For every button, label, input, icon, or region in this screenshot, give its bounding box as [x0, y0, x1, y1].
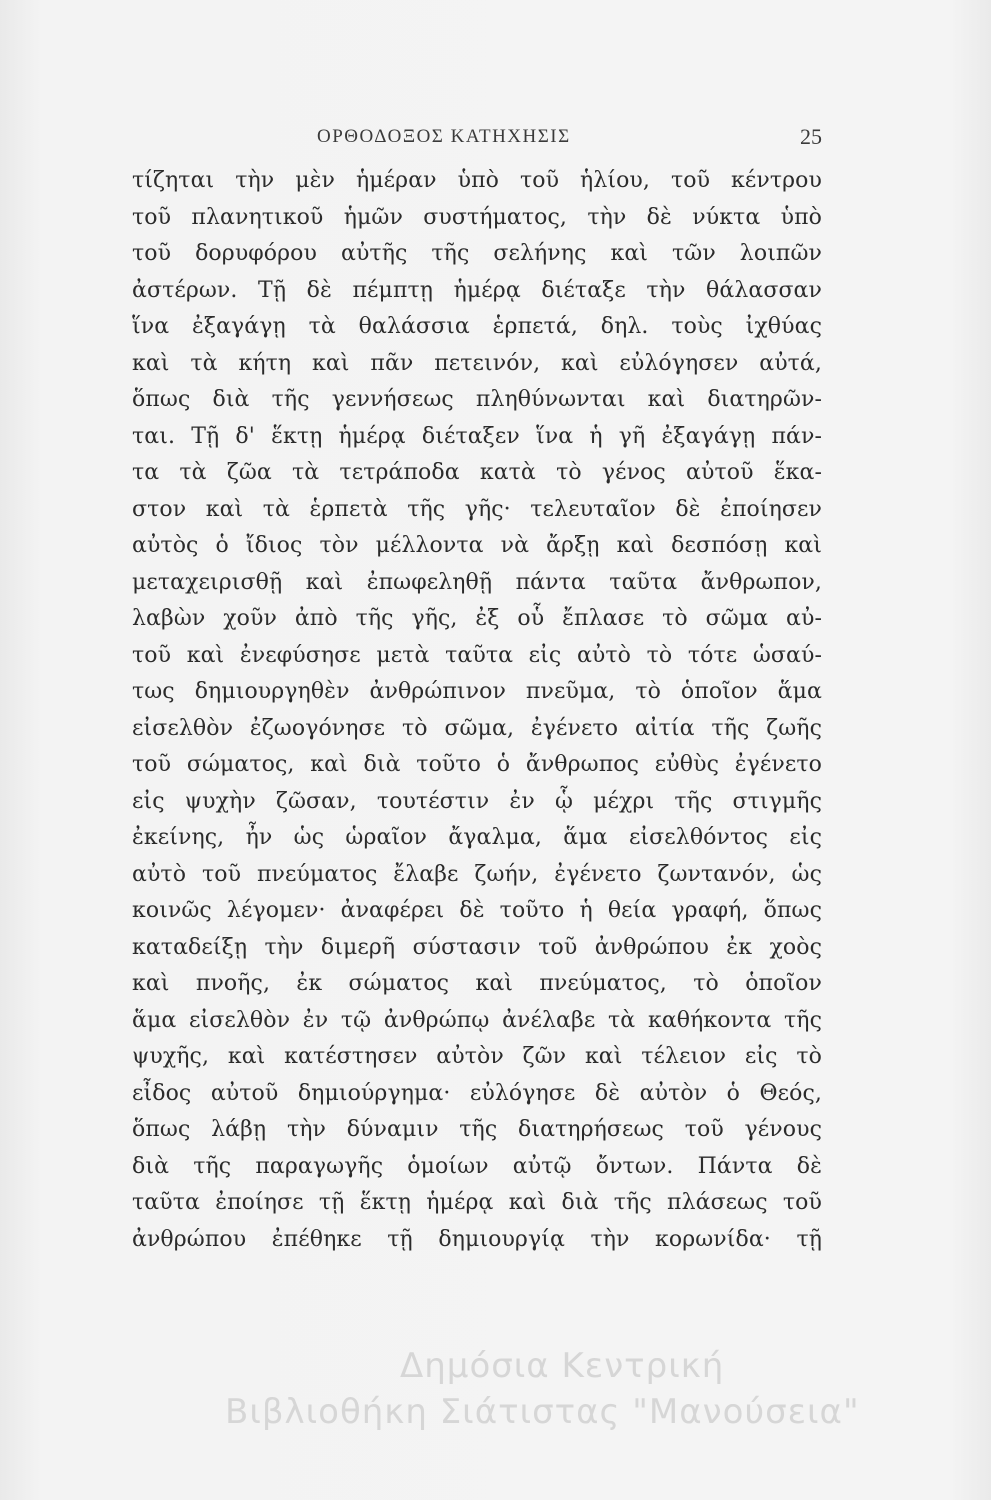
page-header — [132, 126, 822, 156]
text-line: τοῦ δορυφόρου αὐτῆς τῆς σελήνης καὶ τῶν λοιπῶν — [132, 241, 822, 266]
text-line: ἵνα ἐξαγάγῃ τὰ θαλάσσια ἑρπετά, δηλ. τοὺς ἰχθύας — [132, 314, 822, 339]
text-line: εἰσελθὸν ἐζωογόνησε τὸ σῶμα, ἐγένετο αἰτία τῆς ζωῆς — [132, 715, 822, 741]
text-line: ὅπως λάβῃ τὴν δύναμιν τῆς διατηρήσεως τοῦ γένους — [132, 1117, 822, 1142]
text-line: τως δημιουργηθὲν ἀνθρώπινον πνεῦμα, τὸ ὁποῖον ἅμα — [132, 679, 822, 704]
body-text — [132, 163, 822, 1258]
text-line: τα τὰ ζῶα τὰ τετράποδα κατὰ τὸ γένος αὐτοῦ ἕκα- — [132, 460, 822, 485]
text-line: τίζηται τὴν μὲν ἡμέραν ὑπὸ τοῦ ἡλίου, τοῦ κέντρου — [132, 168, 822, 193]
text-line: ἀνθρώπου ἐπέθηκε τῇ δημιουργίᾳ τὴν κορωνίδα· τῇ — [132, 1226, 822, 1252]
text-line: τοῦ πλανητικοῦ ἡμῶν συστήματος, τὴν δὲ νύκτα ὑπὸ — [132, 204, 822, 230]
text-line: κοινῶς λέγομεν· ἀναφέρει δὲ τοῦτο ἡ θεία γραφή, ὅπως — [132, 898, 822, 923]
text-line: διὰ τῆς παραγωγῆς ὁμοίων αὐτῷ ὄντων. Πάντα δὲ — [132, 1153, 822, 1179]
text-line: μεταχειρισθῇ καὶ ἐπωφεληθῇ πάντα ταῦτα ἄνθρωπον, — [132, 569, 822, 595]
text-line: ψυχῆς, καὶ κατέστησεν αὐτὸν ζῶν καὶ τέλειον εἰς τὸ — [132, 1044, 822, 1069]
text-line: εἰς ψυχὴν ζῶσαν, τουτέστιν ἐν ᾧ μέχρι τῆς στιγμῆς — [132, 788, 822, 814]
text-line: καταδείξῃ τὴν διμερῆ σύστασιν τοῦ ἀνθρώπου ἐκ χοὸς — [132, 934, 822, 960]
text-line: ὅπως διὰ τῆς γεννήσεως πληθύνωνται καὶ διατηρῶν- — [132, 387, 822, 412]
text-line: ταῦτα ἐποίησε τῇ ἕκτῃ ἡμέρᾳ καὶ διὰ τῆς πλάσεως τοῦ — [132, 1190, 822, 1215]
text-line: τοῦ καὶ ἐνεφύσησε μετὰ ταῦτα εἰς αὐτὸ τὸ τότε ὡσαύ- — [132, 642, 822, 668]
text-line: ἐκείνης, ἦν ὡς ὡραῖον ἄγαλμα, ἅμα εἰσελθόντος εἰς — [132, 825, 822, 850]
text-line: αὐτὸ τοῦ πνεύματος ἔλαβε ζωήν, ἐγένετο ζωντανόν, ὡς — [132, 861, 822, 887]
text-line: εἶδος αὐτοῦ δημιούργημα· εὐλόγησε δὲ αὐτὸν ὁ Θεός, — [132, 1080, 822, 1106]
text-line: ται. Τῇ δ' ἕκτῃ ἡμέρᾳ διέταξεν ἵνα ἡ γῆ ἐξαγάγῃ πάν- — [132, 423, 822, 449]
text-line: ἀστέρων. Τῇ δὲ πέμπτῃ ἡμέρᾳ διέταξε τὴν θάλασσαν — [132, 277, 822, 303]
text-line: αὐτὸς ὁ ἴδιος τὸν μέλλοντα νὰ ἄρξῃ καὶ δεσπόσῃ καὶ — [132, 533, 822, 558]
running-title: ΟΡΘΟΔΟΞΟΣ ΚΑΤΗΧΗΣΙΣ — [317, 126, 571, 147]
text-line: λαβὼν χοῦν ἀπὸ τῆς γῆς, ἐξ οὗ ἔπλασε τὸ σῶμα αὐ- — [132, 606, 822, 631]
text-line: ἅμα εἰσελθὸν ἐν τῷ ἀνθρώπῳ ἀνέλαβε τὰ καθήκοντα τῆς — [132, 1007, 822, 1033]
page-number: 25 — [800, 124, 822, 149]
text-line: τοῦ σώματος, καὶ διὰ τοῦτο ὁ ἄνθρωπος εὐθὺς ἐγένετο — [132, 752, 822, 777]
watermark-line-2: Βιβλιοθήκη Σιάτιστας "Μανούσεια" — [225, 1392, 860, 1432]
watermark-line-1: Δημόσια Κεντρική — [400, 1346, 725, 1386]
text-line: καὶ πνοῆς, ἐκ σώματος καὶ πνεύματος, τὸ ὁποῖον — [132, 971, 822, 996]
text-line: καὶ τὰ κήτη καὶ πᾶν πετεινόν, καὶ εὐλόγησεν αὐτά, — [132, 350, 822, 376]
text-line: στον καὶ τὰ ἑρπετὰ τῆς γῆς· τελευταῖον δὲ ἐποίησεν — [132, 496, 822, 522]
